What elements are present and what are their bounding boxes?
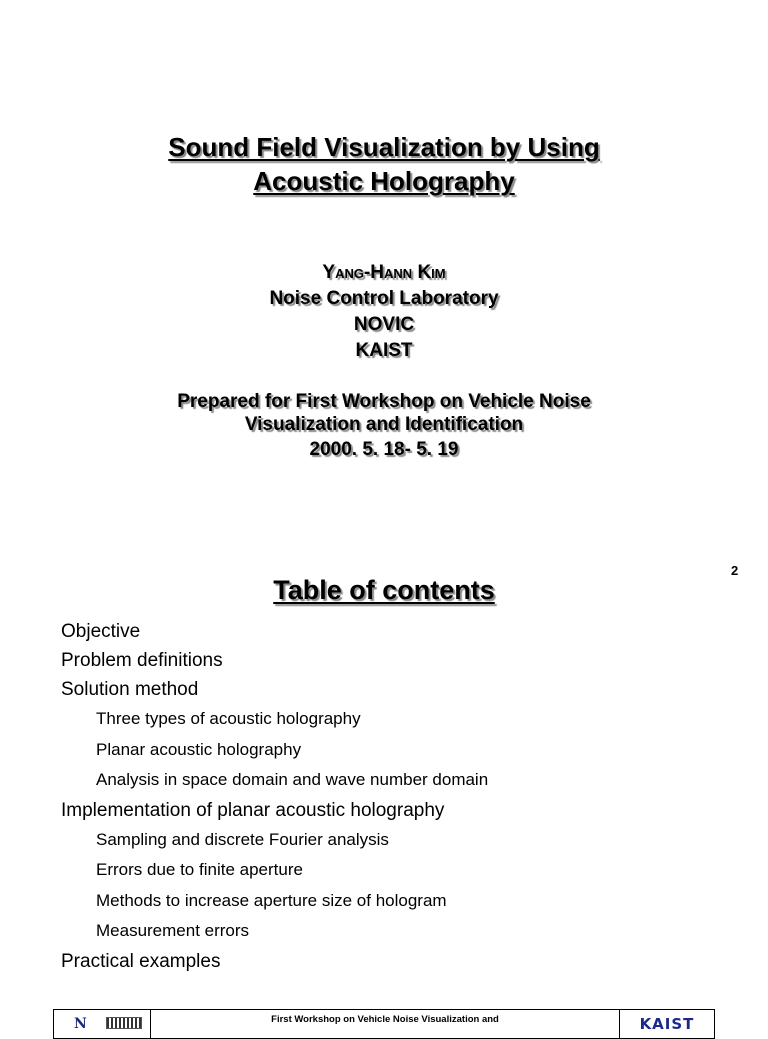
toc-subitem: Analysis in space domain and wave number domain bbox=[96, 770, 489, 789]
author-name: Yang-Hann Kim bbox=[322, 262, 446, 283]
kaist-logo: KAIST bbox=[639, 1015, 695, 1033]
table-of-contents bbox=[61, 617, 741, 976]
toc-subitem: Planar acoustic holography bbox=[96, 739, 302, 759]
toc-item: Implementation of planar acoustic holography bbox=[61, 799, 445, 821]
title-line-2: Acoustic Holography bbox=[253, 166, 515, 196]
toc-item: Solution method bbox=[61, 679, 199, 700]
event-block bbox=[0, 390, 768, 461]
novic-logo bbox=[54, 1010, 151, 1038]
novic-logo-mark-icon: N bbox=[74, 1016, 88, 1032]
toc-title bbox=[0, 572, 768, 608]
toc-subitem: Sampling and discrete Fourier analysis bbox=[96, 829, 389, 849]
title-line-1: Sound Field Visualization by Using bbox=[168, 132, 600, 162]
author-block bbox=[0, 260, 768, 364]
document-title bbox=[0, 130, 768, 198]
toc-title-text: Table of contents bbox=[273, 575, 495, 605]
toc-item: Objective bbox=[61, 621, 141, 642]
footer-workshop-text: First Workshop on Vehicle Noise Visualization and bbox=[151, 1010, 620, 1038]
event-line-1: Prepared for First Workshop on Vehicle Noise bbox=[177, 391, 591, 412]
toc-subitem: Measurement errors bbox=[96, 921, 250, 940]
footer-banner bbox=[53, 1009, 715, 1039]
author-org-kaist: KAIST bbox=[355, 340, 413, 361]
toc-subitem: Methods to increase aperture size of hologram bbox=[96, 890, 447, 910]
toc-item: Problem definitions bbox=[61, 650, 223, 671]
toc-item: Practical examples bbox=[61, 950, 221, 972]
event-line-2: Visualization and Identification bbox=[244, 414, 524, 435]
event-date: 2000. 5. 18- 5. 19 bbox=[309, 439, 459, 460]
toc-subitem: Errors due to finite aperture bbox=[96, 860, 303, 879]
novic-logo-graphic-icon bbox=[106, 1017, 142, 1029]
toc-subitem: Three types of acoustic holography bbox=[96, 709, 361, 728]
page-number: 2 bbox=[731, 563, 739, 578]
author-lab: Noise Control Laboratory bbox=[269, 288, 499, 309]
author-org-novic: NOVIC bbox=[353, 314, 415, 335]
